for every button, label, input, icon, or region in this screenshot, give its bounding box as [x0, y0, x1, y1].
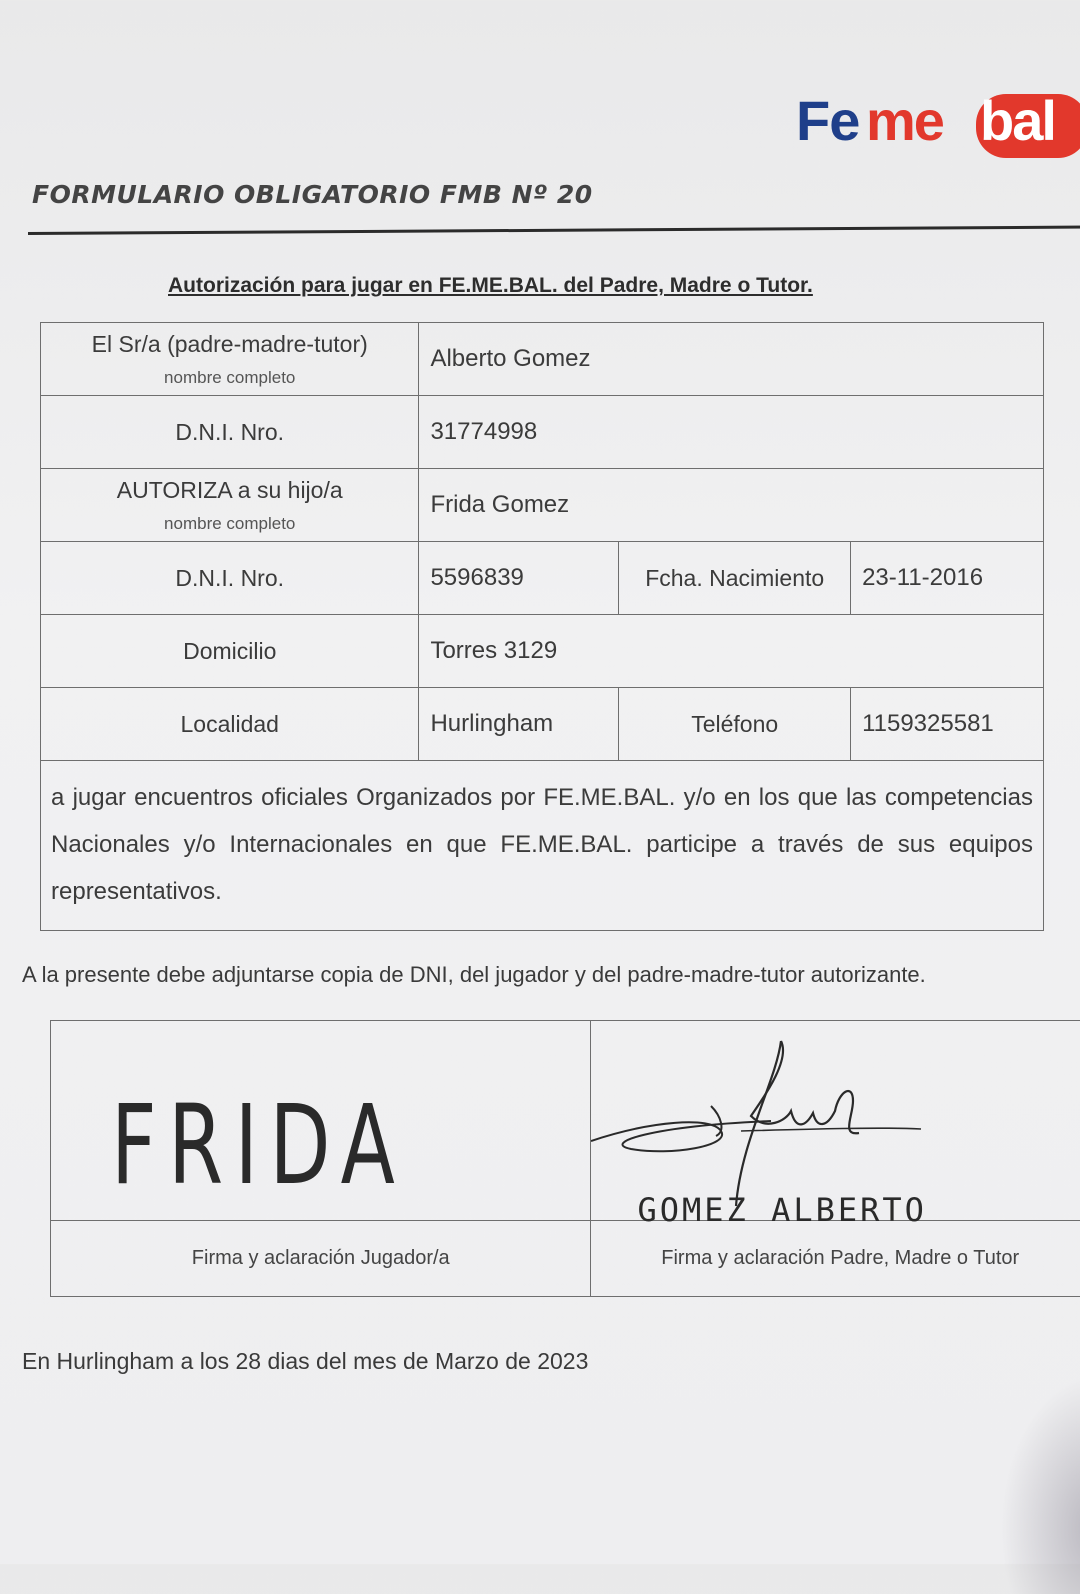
player-signature: FRIDA: [111, 1081, 406, 1209]
city-field[interactable]: Hurlingham: [419, 688, 619, 761]
address-row: [41, 615, 1044, 688]
guardian-dni-row: [41, 396, 1044, 469]
address-field[interactable]: Torres 3129: [419, 615, 1044, 688]
caption-row: [51, 1221, 1080, 1297]
attachment-notice: A la presente debe adjuntarse copia de DNI, del jugador y del padre-madre-tutor autorizante.: [22, 962, 1062, 988]
guardian-label-cell: [41, 323, 419, 396]
child-dni-row: [41, 542, 1044, 615]
guardian-label: El Sr/a (padre-madre-tutor): [41, 331, 418, 358]
child-row: [41, 469, 1044, 542]
authorization-text-row: [41, 761, 1044, 931]
signature-row: [51, 1021, 1080, 1221]
phone-label: Teléfono: [619, 688, 851, 761]
child-label: AUTORIZA a su hijo/a: [41, 477, 418, 504]
guardian-dni-field[interactable]: 31774998: [419, 396, 1044, 469]
child-label-cell: [41, 469, 419, 542]
child-name-field[interactable]: Frida Gomez: [419, 469, 1044, 542]
player-signature-caption: Firma y aclaración Jugador/a: [51, 1221, 591, 1297]
form-title: FORMULARIO OBLIGATORIO FMB Nº 20: [32, 180, 593, 209]
city-row: [41, 688, 1044, 761]
guardian-signature-name: GOMEZ ALBERTO: [637, 1191, 926, 1229]
svg-text:Fe: Fe: [796, 89, 859, 152]
guardian-signature-caption: Firma y aclaración Padre, Madre o Tutor: [591, 1221, 1080, 1297]
guardian-dni-label: D.N.I. Nro.: [41, 396, 419, 469]
city-label: Localidad: [41, 688, 419, 761]
guardian-sublabel: nombre completo: [41, 368, 418, 388]
birth-date-field[interactable]: 23-11-2016: [851, 542, 1044, 615]
signature-table: [50, 1020, 1080, 1297]
guardian-name-field[interactable]: Alberto Gomez: [419, 323, 1044, 396]
svg-text:me: me: [866, 89, 944, 152]
femebal-logo: [790, 88, 1080, 160]
birth-date-label: Fcha. Nacimiento: [619, 542, 851, 615]
child-sublabel: nombre completo: [41, 514, 418, 534]
place-date-footer: En Hurlingham a los 28 dias del mes de Marzo de 2023: [22, 1348, 588, 1375]
guardian-signature-box[interactable]: [591, 1021, 1080, 1221]
photo-shadow: [1000, 1374, 1080, 1594]
svg-text:bal: bal: [980, 89, 1055, 152]
authorization-text: a jugar encuentros oficiales Organizados por FE.ME.BAL. y/o en los que las competencias Nacionales y/o Internacionales en que FE.ME.BAL. participe a través de sus equipos representativos.: [41, 761, 1044, 931]
guardian-row: [41, 323, 1044, 396]
title-divider: [28, 226, 1080, 235]
form-subtitle: Autorización para jugar en FE.ME.BAL. del Padre, Madre o Tutor.: [168, 274, 813, 298]
child-dni-field[interactable]: 5596839: [419, 542, 619, 615]
authorization-table: [40, 322, 1044, 931]
phone-field[interactable]: 1159325581: [851, 688, 1044, 761]
player-signature-box[interactable]: [51, 1021, 591, 1221]
child-dni-label: D.N.I. Nro.: [41, 542, 419, 615]
address-label: Domicilio: [41, 615, 419, 688]
